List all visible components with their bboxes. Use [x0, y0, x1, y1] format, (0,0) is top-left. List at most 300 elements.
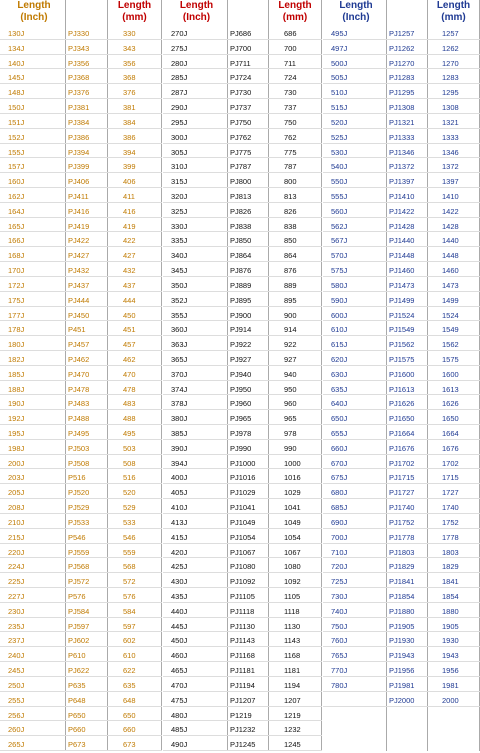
length-inch-cell: 270J [171, 29, 188, 38]
part-number-cell: PJ520 [68, 488, 90, 498]
part-number-cell: PJ1207 [230, 695, 256, 705]
table-row [323, 429, 480, 442]
length-mm-cell: 572 [123, 577, 136, 587]
length-mm-cell: 1049 [284, 517, 301, 527]
length-mm-cell: 432 [123, 266, 136, 276]
table-row [323, 73, 480, 86]
part-number-cell: P648 [68, 695, 86, 705]
table-row [323, 162, 480, 175]
length-inch-cell: 280J [171, 58, 188, 68]
length-mm-cell: 451 [123, 325, 136, 335]
length-inch-cell: 300J [171, 132, 188, 142]
length-inch-cell: 250J [8, 680, 25, 690]
part-number-cell: PJ711 [230, 58, 251, 68]
length-inch-cell: 655J [331, 429, 348, 439]
table-row [163, 636, 322, 649]
header-length-inch: Length (Inch) [339, 0, 373, 23]
part-number-cell: PJ533 [68, 517, 90, 527]
length-mm-cell: 546 [123, 532, 136, 542]
length-inch-cell: 285J [171, 73, 188, 83]
length-inch-cell: 178J [8, 325, 25, 335]
part-number-cell: PJ568 [68, 562, 90, 572]
length-mm-cell: 1143 [284, 636, 301, 646]
table-row [0, 192, 162, 205]
table-row [163, 103, 322, 116]
table-row [163, 459, 322, 472]
length-mm-cell: 1372 [442, 162, 459, 172]
length-mm-cell: 648 [123, 695, 136, 705]
length-inch-cell: 140J [8, 58, 25, 68]
part-number-cell: PJ1905 [389, 621, 415, 631]
part-number-cell: PJ503 [68, 443, 90, 453]
table-row [163, 118, 322, 131]
part-number-cell: P451 [68, 325, 86, 335]
length-mm-cell: 483 [123, 399, 136, 409]
table-row [163, 73, 322, 86]
length-inch-cell: 148J [8, 88, 25, 98]
table-row [163, 696, 322, 709]
table-row [163, 473, 322, 486]
table-row [323, 370, 480, 383]
length-inch-cell: 540J [331, 162, 348, 172]
length-inch-cell: 725J [331, 577, 348, 587]
length-mm-cell: 1397 [442, 177, 459, 187]
length-mm-cell: 394 [123, 147, 136, 157]
table-row [0, 385, 162, 398]
length-mm-cell: 1029 [284, 488, 301, 498]
part-number-cell: PJ1270 [389, 58, 415, 68]
table-row [0, 711, 162, 724]
length-mm-cell: 1448 [442, 251, 459, 261]
table-row [0, 340, 162, 353]
length-mm-cell: 1346 [442, 147, 459, 157]
part-number-cell: PJ488 [68, 414, 90, 424]
table-row [163, 177, 322, 190]
part-number-cell: PJ1956 [389, 666, 415, 676]
table-row [323, 251, 480, 264]
length-inch-cell: 520J [331, 117, 348, 127]
length-mm-cell: 1194 [284, 680, 301, 690]
length-inch-cell: 770J [331, 666, 348, 676]
length-mm-cell: 850 [284, 236, 297, 246]
table-row [323, 399, 480, 412]
length-mm-cell: 1130 [284, 621, 301, 631]
part-number-cell: PJ1283 [389, 73, 415, 83]
length-inch-cell: 510J [331, 88, 348, 98]
part-number-cell: PJ622 [68, 666, 90, 676]
length-inch-cell: 575J [331, 266, 348, 276]
table-row [323, 622, 480, 635]
table-row [0, 651, 162, 664]
table-row [163, 29, 322, 42]
length-mm-cell: 1295 [442, 88, 459, 98]
table-row [163, 192, 322, 205]
table-row [163, 488, 322, 501]
part-number-cell: P660 [68, 725, 86, 735]
table-block-2 [163, 0, 322, 751]
part-number-cell: PJ462 [68, 354, 90, 364]
part-number-cell: PJ1549 [389, 325, 415, 335]
length-mm-cell: 1067 [284, 547, 301, 557]
length-inch-cell: 335J [171, 236, 188, 246]
table-row [0, 725, 162, 738]
length-inch-cell: 255J [8, 695, 25, 705]
length-inch-cell: 710J [331, 547, 348, 557]
table-row [0, 281, 162, 294]
table-row [0, 488, 162, 501]
length-mm-cell: 1460 [442, 266, 459, 276]
length-inch-cell: 265J [8, 740, 25, 750]
length-inch-cell: 378J [171, 399, 188, 409]
length-inch-cell: 675J [331, 473, 348, 483]
part-number-cell: PJ1080 [230, 562, 256, 572]
length-inch-cell: 505J [331, 73, 348, 83]
table-row [163, 162, 322, 175]
length-mm-cell: 838 [284, 221, 297, 231]
table-row [323, 577, 480, 590]
part-number-cell: PJ450 [68, 310, 90, 320]
length-mm-cell: 914 [284, 325, 297, 335]
part-number-cell: PJ1803 [389, 547, 415, 557]
part-number-cell: PJ1676 [389, 443, 415, 453]
length-mm-cell: 1549 [442, 325, 459, 335]
table-row [323, 488, 480, 501]
table-row [0, 133, 162, 146]
length-mm-cell: 1105 [284, 592, 301, 602]
length-mm-cell: 724 [284, 73, 297, 83]
length-inch-cell: 203J [8, 473, 25, 483]
length-inch-cell: 208J [8, 503, 25, 513]
part-number-cell: P635 [68, 680, 86, 690]
length-inch-cell: 415J [171, 532, 188, 542]
length-mm-cell: 1257 [442, 29, 459, 38]
length-inch-cell: 175J [8, 295, 25, 305]
part-number-cell: PJ572 [68, 577, 90, 587]
length-mm-cell: 437 [123, 280, 136, 290]
part-number-cell: PJ1664 [389, 429, 415, 439]
part-number-cell: PJ1346 [389, 147, 415, 157]
part-number-cell: PJ1410 [389, 191, 415, 201]
length-inch-cell: 200J [8, 458, 25, 468]
table-row [163, 577, 322, 590]
part-number-cell: P516 [68, 473, 86, 483]
length-mm-cell: 900 [284, 310, 297, 320]
length-mm-cell: 559 [123, 547, 136, 557]
table-row [323, 192, 480, 205]
table-row [163, 711, 322, 724]
header-length-mm: Length (mm) [436, 0, 471, 23]
table-row [163, 740, 322, 753]
table-row [163, 725, 322, 738]
length-mm-cell: 584 [123, 606, 136, 616]
part-number-cell: PJ700 [230, 43, 252, 53]
part-number-cell: PJ411 [68, 191, 89, 201]
length-mm-cell: 990 [284, 443, 297, 453]
length-mm-cell: 576 [123, 592, 136, 602]
length-mm-cell: 737 [284, 103, 297, 113]
length-mm-cell: 1650 [442, 414, 459, 424]
length-mm-cell: 457 [123, 340, 136, 350]
length-mm-cell: 950 [284, 384, 297, 394]
length-mm-cell: 1016 [284, 473, 301, 483]
part-number-cell: PJ1524 [389, 310, 415, 320]
length-inch-cell: 750J [331, 621, 348, 631]
table-row [323, 414, 480, 427]
length-inch-cell: 497J [331, 43, 348, 53]
part-number-cell: PJ1422 [389, 206, 415, 216]
length-mm-cell: 673 [123, 740, 136, 750]
length-inch-cell: 165J [8, 221, 25, 231]
length-mm-cell: 864 [284, 251, 297, 261]
table-row [323, 651, 480, 664]
part-number-cell: PJ394 [68, 147, 90, 157]
part-number-cell: PJ922 [230, 340, 252, 350]
length-mm-cell: 1440 [442, 236, 459, 246]
table-row [323, 355, 480, 368]
table-row [0, 311, 162, 324]
length-mm-cell: 1499 [442, 295, 459, 305]
length-inch-cell: 385J [171, 429, 188, 439]
length-mm-cell: 1207 [284, 695, 301, 705]
table-row [0, 251, 162, 264]
length-inch-cell: 151J [8, 117, 25, 127]
table-row [163, 666, 322, 679]
part-number-cell: PJ1715 [389, 473, 415, 483]
length-mm-cell: 787 [284, 162, 297, 172]
part-number-cell: PJ750 [230, 117, 252, 127]
part-number-cell: PJ1613 [389, 384, 415, 394]
part-number-cell: PJ427 [68, 251, 90, 261]
part-number-cell: PJ1626 [389, 399, 415, 409]
length-mm-cell: 1181 [284, 666, 301, 676]
length-mm-cell: 1524 [442, 310, 459, 320]
length-mm-cell: 610 [123, 651, 136, 661]
length-mm-cell: 462 [123, 354, 136, 364]
table-row [0, 666, 162, 679]
header-length-inch: Length (Inch) [17, 0, 51, 23]
length-mm-cell: 1626 [442, 399, 459, 409]
length-inch-cell: 150J [8, 103, 25, 113]
length-mm-cell: 503 [123, 443, 136, 453]
table-row [0, 548, 162, 561]
table-row [0, 399, 162, 412]
table-row [323, 666, 480, 679]
table-row [0, 503, 162, 516]
part-number-cell: P650 [68, 710, 86, 720]
length-inch-cell: 330J [171, 221, 188, 231]
length-mm-cell: 927 [284, 354, 297, 364]
length-inch-cell: 562J [331, 221, 348, 231]
length-inch-cell: 245J [8, 666, 25, 676]
part-number-cell: PJ1854 [389, 592, 415, 602]
table-row [323, 607, 480, 620]
length-inch-cell: 235J [8, 621, 25, 631]
part-number-cell: PJ762 [230, 132, 252, 142]
part-number-cell: PJ1440 [389, 236, 415, 246]
length-mm-cell: 508 [123, 458, 136, 468]
part-number-cell: PJ432 [68, 266, 90, 276]
part-number-cell: PJ416 [68, 206, 90, 216]
header-length-mm: Length (mm) [278, 0, 312, 23]
table-row [163, 311, 322, 324]
length-inch-cell: 225J [8, 577, 25, 587]
part-number-cell: PJ1321 [389, 117, 415, 127]
length-mm-cell: 1041 [284, 503, 301, 513]
length-mm-cell: 686 [284, 29, 297, 38]
table-row [0, 592, 162, 605]
length-inch-cell: 166J [8, 236, 25, 246]
table-row [163, 414, 322, 427]
length-mm-cell: 895 [284, 295, 297, 305]
length-inch-cell: 615J [331, 340, 348, 350]
length-mm-cell: 1981 [442, 680, 459, 690]
length-mm-cell: 1727 [442, 488, 459, 498]
length-mm-cell: 411 [123, 191, 135, 201]
part-number-cell: PJ444 [68, 295, 90, 305]
length-inch-cell: 480J [171, 710, 188, 720]
table-row [163, 592, 322, 605]
length-mm-cell: 1676 [442, 443, 459, 453]
length-mm-cell: 1841 [442, 577, 459, 587]
part-number-cell: PJ1752 [389, 517, 415, 527]
part-number-cell: PJ1702 [389, 458, 415, 468]
length-mm-cell: 597 [123, 621, 136, 631]
part-number-cell: PJ775 [230, 147, 252, 157]
table-row [163, 340, 322, 353]
length-mm-cell: 1054 [284, 532, 301, 542]
length-mm-cell: 965 [284, 414, 297, 424]
length-mm-cell: 1080 [284, 562, 301, 572]
part-number-cell: PJ1054 [230, 532, 256, 542]
part-number-cell: PJ2000 [389, 695, 415, 705]
length-inch-cell: 420J [171, 547, 188, 557]
length-inch-cell: 164J [8, 206, 25, 216]
table-row [163, 44, 322, 57]
table-row [323, 518, 480, 531]
table-row [0, 429, 162, 442]
part-number-cell: PJ584 [68, 606, 90, 616]
part-number-cell: PJ1829 [389, 562, 415, 572]
length-inch-cell: 177J [8, 310, 25, 320]
part-number-cell: P610 [68, 651, 86, 661]
part-number-cell: PJ508 [68, 458, 90, 468]
table-row [0, 607, 162, 620]
length-inch-cell: 157J [8, 162, 25, 172]
table-row [0, 44, 162, 57]
table-row [163, 429, 322, 442]
part-number-cell: PJ529 [68, 503, 90, 513]
table-row [0, 88, 162, 101]
table-row [0, 370, 162, 383]
part-number-cell: PJ330 [68, 29, 90, 38]
length-inch-cell: 345J [171, 266, 188, 276]
length-mm-cell: 533 [123, 517, 136, 527]
length-inch-cell: 305J [171, 147, 188, 157]
part-number-cell: PJ1841 [389, 577, 415, 587]
length-mm-cell: 1232 [284, 725, 301, 735]
part-number-cell: PJ1105 [230, 592, 255, 602]
table-row [0, 636, 162, 649]
part-number-cell: PJ1428 [389, 221, 415, 231]
length-inch-cell: 760J [331, 636, 348, 646]
part-number-cell: PJ1740 [389, 503, 415, 513]
length-inch-cell: 172J [8, 280, 25, 290]
part-number-cell: PJ470 [68, 369, 90, 379]
length-mm-cell: 1702 [442, 458, 459, 468]
table-row [0, 148, 162, 161]
part-number-cell: PJ1194 [230, 680, 255, 690]
length-mm-cell: 516 [123, 473, 136, 483]
length-inch-cell: 230J [8, 606, 25, 616]
table-row [323, 562, 480, 575]
length-mm-cell: 1422 [442, 206, 459, 216]
table-row [323, 681, 480, 694]
table-row [323, 696, 480, 709]
length-inch-cell: 670J [331, 458, 348, 468]
part-number-cell: PJ1575 [389, 354, 415, 364]
table-row [163, 548, 322, 561]
table-row [0, 740, 162, 753]
length-mm-cell: 1715 [442, 473, 459, 483]
table-block-1 [0, 0, 162, 751]
table-row [323, 44, 480, 57]
table-row [0, 533, 162, 546]
table-row [323, 103, 480, 116]
length-mm-cell: 568 [123, 562, 136, 572]
table-row [323, 311, 480, 324]
length-inch-cell: 190J [8, 399, 25, 409]
part-number-cell: P673 [68, 740, 86, 750]
part-number-cell: PJ1049 [230, 517, 256, 527]
length-mm-cell: 1092 [284, 577, 301, 587]
part-number-cell: PJ813 [230, 191, 252, 201]
part-number-cell: PJ1016 [230, 473, 256, 483]
length-inch-cell: 215J [8, 532, 25, 542]
table-row [0, 296, 162, 309]
length-mm-cell: 1321 [442, 117, 459, 127]
part-number-cell: PJ1880 [389, 606, 415, 616]
part-number-cell: PJ1727 [389, 488, 415, 498]
table-row [163, 296, 322, 309]
length-mm-cell: 1752 [442, 517, 459, 527]
part-number-cell: PJ1295 [389, 88, 415, 98]
table-row [163, 88, 322, 101]
length-mm-cell: 1262 [442, 43, 459, 53]
part-number-cell: PJ1943 [389, 651, 415, 661]
table-row [163, 59, 322, 72]
header-length-mm: Length (mm) [117, 0, 152, 23]
length-mm-cell: 800 [284, 177, 297, 187]
table-row [323, 177, 480, 190]
table-row [323, 473, 480, 486]
table-row [163, 222, 322, 235]
table-row [163, 651, 322, 664]
length-mm-cell: 1118 [284, 606, 300, 616]
part-number-cell: PJ356 [68, 58, 90, 68]
part-number-cell: PJ1499 [389, 295, 415, 305]
table-row [0, 103, 162, 116]
table-row [163, 325, 322, 338]
table-row [323, 385, 480, 398]
length-inch-cell: 240J [8, 651, 25, 661]
table-row [0, 355, 162, 368]
header-length-inch: Length (Inch) [179, 0, 214, 23]
table-row [0, 518, 162, 531]
length-mm-cell: 876 [284, 266, 297, 276]
part-number-cell: PJ850 [230, 236, 252, 246]
table-row [323, 207, 480, 220]
length-mm-cell: 750 [284, 117, 297, 127]
